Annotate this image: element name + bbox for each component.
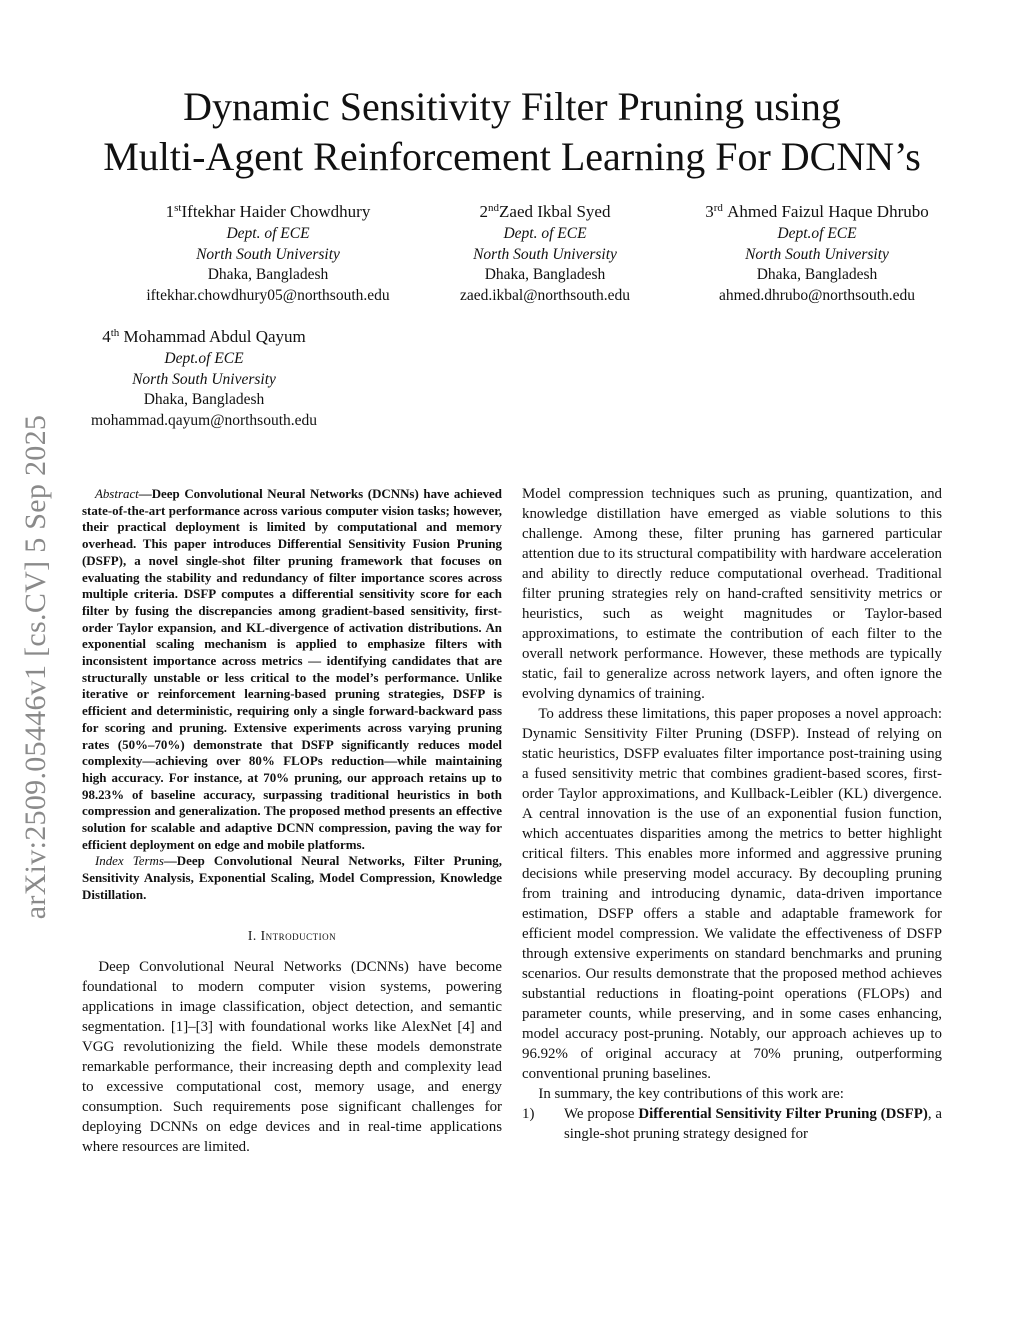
- author-university: North South University: [745, 245, 889, 263]
- arxiv-sidebar: [8, 375, 64, 960]
- section-heading: [82, 928, 502, 944]
- author-block-3: [680, 200, 954, 306]
- author-city: Dhaka, Bangladesh: [484, 266, 606, 284]
- author-name: 1stIftekhar Haider Chowdhury: [165, 202, 371, 221]
- author-name: 4th Mohammad Abdul Qayum: [102, 327, 306, 346]
- intro-paragraph: Deep Convolutional Neural Networks (DCNNs) have become foundational to modern computer vision systems, powering applications in image classification, object detection, and semantic segmentation. [1]–[3] with foundational works like AlexNet [4] and VGG revolutionizing the field. While these models demonstrate remarkable performance, their increasing depth and complexity lead to excessive computational cost, memory usage, and energy consumption. Such requirements pose significant challenges for deploying DCNNs on edge devices and in real-time applications where resources are limited.: [82, 958, 502, 1155]
- author-dept: Dept. of ECE: [503, 225, 587, 242]
- author-dept: Dept.of ECE: [164, 350, 244, 367]
- index-terms: [82, 853, 502, 903]
- right-column: [522, 484, 942, 1144]
- author-block-2: [415, 200, 675, 306]
- author-university: North South University: [196, 245, 340, 263]
- title-line-1: Dynamic Sensitivity Filter Pruning using: [183, 84, 841, 129]
- author-city: Dhaka, Bangladesh: [143, 391, 265, 409]
- author-block-1: [128, 200, 408, 306]
- left-column: [82, 486, 502, 1157]
- author-university: North South University: [473, 245, 617, 263]
- author-email: mohammad.qayum@northsouth.edu: [90, 411, 318, 429]
- list-item-rest: , a single-shot pruning strategy designed for: [564, 1106, 942, 1142]
- list-item-lead: We propose: [564, 1106, 639, 1122]
- author-university: North South University: [132, 370, 276, 388]
- body-paragraph: In summary, the key contributions of this work are:: [538, 1086, 844, 1102]
- author-city: Dhaka, Bangladesh: [756, 266, 878, 284]
- author-city: Dhaka, Bangladesh: [207, 266, 329, 284]
- body-paragraph: Model compression techniques such as pruning, quantization, and knowledge distillation have emerged as viable solutions to this challenge. Among these, filter pruning has garnered particular attention due to its structural compatibility with hardware acceleration and ability to directly reduce computational overhead. Traditional filter pruning strategies rely on hand-crafted sensitivity metrics or heuristics, such as weight magnitudes or Taylor-based approximations, to estimate the contribution of each filter to the overall network performance. However, these methods are typically static, fail to generalize across network layers, and often ignore the evolving dynamics of training.: [522, 486, 942, 702]
- author-email: ahmed.dhrubo@northsouth.edu: [719, 286, 915, 304]
- paper-title: [60, 82, 964, 182]
- author-block-4: [72, 325, 336, 431]
- body-paragraph: To address these limitations, this paper proposes a novel approach: Dynamic Sensitivity Filter Pruning (DSFP). Instead of relying on static heuristics, DSFP evaluates filter importance post-training using a fused sensitivity metric that combines gradient-based scores, first-order Taylor approximations, and Kullback-Leibler (KL) divergence. A central innovation is the use of an exponential fusion function, which accentuates disparities among the metrics to better highlight critical filters. This enables more informed and aggressive pruning decisions while preserving model accuracy. By decoupling pruning from training and introducing dynamic, data-driven importance estimation, DSFP offers a stable and adaptable framework for efficient model compression. We validate the effectiveness of DSFP through extensive experiments on standard benchmarks and pruning scenarios. Our results demonstrate that the proposed method achieves substantial reductions in floating-point operations (FLOPs) and parameter counts, while preserving, and in some cases enhancing, model accuracy post-pruning. Notably, our approach achieves up to 96.92% of original accuracy at 70% pruning, outperforming conventional pruning baselines.: [522, 706, 942, 1082]
- list-item-bold: Differential Sensitivity Filter Pruning (DSFP): [638, 1106, 928, 1122]
- list-item-number: 1): [522, 1106, 535, 1122]
- title-line-2: Multi-Agent Reinforcement Learning For DCNN’s: [103, 134, 921, 179]
- list-item: [522, 1104, 942, 1144]
- author-dept: Dept. of ECE: [226, 225, 310, 242]
- author-email: iftekhar.chowdhury05@northsouth.edu: [146, 286, 390, 304]
- abstract-text: —Deep Convolutional Neural Networks (DCNNs) have achieved state-of-the-art performance across various computer vision tasks; however, their practical deployment is limited by computational and memory overhead. This paper introduces Differential Sensitivity Fusion Pruning (DSFP), a novel single-shot filter pruning framework that focuses on evaluating the stability and redundancy of filter importance scores across multiple criteria. DSFP computes a differential sensitivity score for each filter by fusing the discrepancies among gradient-based sensitivity, first-order Taylor expansion, and KL-divergence of activation distributions. An exponential scaling mechanism is applied to emphasize filters with inconsistent importance across metrics — identifying candidates that are structurally unstable or less critical to the model’s performance. Unlike iterative or reinforcement learning-based pruning strategies, DSFP is efficient and deterministic, requiring only a single forward-backward pass for scoring and pruning. Extensive experiments across varying pruning rates (50%–70%) demonstrate that DSFP significantly reduces model complexity—achieving over 80% FLOPs reduction—while maintaining high accuracy. For instance, at 70% pruning, our approach retains up to 98.23% of baseline accuracy, surpassing traditional heuristics in both compression and generalization. The proposed method presents an effective solution for scalable and adaptive DCNN compression, paving the way for efficient deployment on edge and mobile platforms.: [82, 486, 502, 852]
- abstract-label: Abstract: [94, 486, 139, 501]
- author-name: 3rd Ahmed Faizul Haque Dhrubo: [705, 202, 929, 221]
- contributions-list: [522, 1104, 942, 1144]
- index-terms-label: Index Terms: [94, 853, 164, 869]
- section-number: I.: [247, 927, 257, 943]
- author-name: 2ndZaed Ikbal Syed: [479, 202, 611, 221]
- arxiv-identifier: arXiv:2509.05446v1 [cs.CV] 5 Sep 2025: [19, 414, 52, 920]
- abstract: [82, 486, 502, 853]
- author-email: zaed.ikbal@northsouth.edu: [459, 286, 631, 304]
- author-dept: Dept.of ECE: [777, 225, 857, 242]
- index-terms-text: —Deep Convolutional Neural Networks, Filter Pruning, Sensitivity Analysis, Exponential Scaling, Model Compression, Knowledge Distillation.: [82, 853, 502, 902]
- section-title: Introduction: [260, 927, 337, 943]
